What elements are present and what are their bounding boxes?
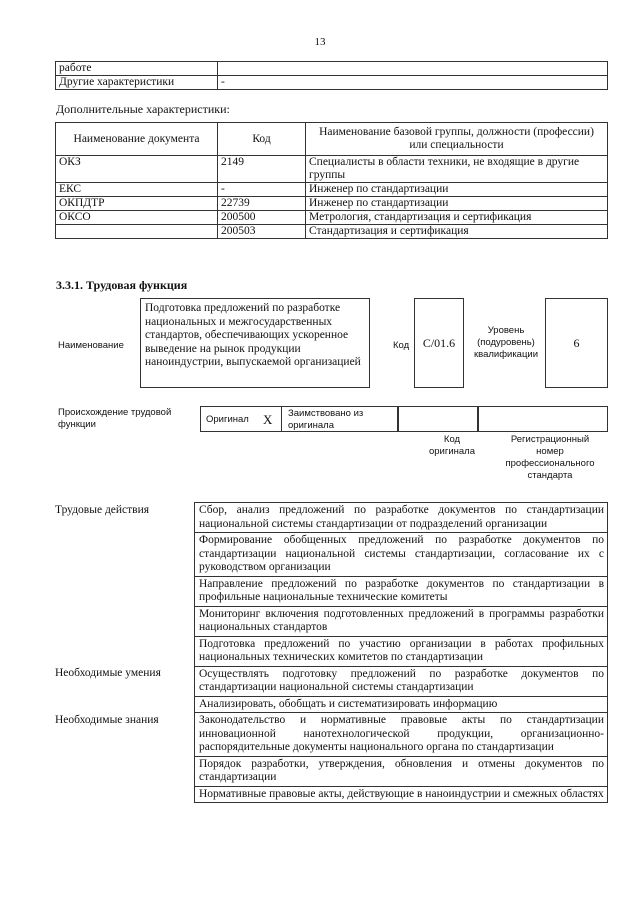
table-row — [56, 211, 608, 225]
qualification-level-box: 6 — [545, 298, 608, 388]
table-row — [55, 503, 608, 533]
cell-doc: ОКПДТР — [56, 197, 218, 211]
actions-label: Трудовые действия — [55, 503, 195, 667]
action-item: Сбор, анализ предложений по разработке документов по стандартизации национальной системы стандартизации от подразделений организации — [195, 503, 608, 533]
table-row — [56, 76, 608, 90]
action-item: Мониторинг включения подготовленных предложений в программы разработки национальных стандартов — [195, 606, 608, 636]
function-details-table — [55, 502, 608, 803]
cell-doc — [56, 225, 218, 239]
code-original-label: Код оригинала — [428, 434, 475, 457]
header-code: Код — [218, 123, 306, 156]
skills-label: Необходимые умения — [55, 666, 195, 713]
characteristics-table — [55, 61, 608, 90]
function-code-box: C/01.6 — [414, 298, 464, 388]
original-mark: X — [263, 412, 273, 427]
page-number: 13 — [314, 36, 326, 48]
skill-item: Осуществлять подготовку предложений по разработке документов по стандартизации национальной системы стандартизации — [195, 666, 608, 696]
name-label: Наименование — [58, 340, 124, 351]
cell-code: 22739 — [218, 197, 306, 211]
code-original-cell — [398, 406, 478, 432]
cell-name: Инженер по стандартизации — [306, 183, 608, 197]
origin-table — [200, 406, 608, 432]
additional-characteristics-table — [55, 122, 608, 239]
action-item: Направление предложений по разработке документов по стандартизации в профильные национальные технические комитеты — [195, 576, 608, 606]
action-item: Формирование обобщенных предложений по разработке документов по стандартизации национальной системы стандартизации, согласование их с руководством организации — [195, 533, 608, 577]
cell-code: - — [218, 183, 306, 197]
cell-code: 200503 — [218, 225, 306, 239]
row-label: работе — [56, 62, 218, 76]
original-label: Оригинал — [206, 414, 249, 425]
knowledge-item: Нормативные правовые акты, действующие в наноиндустрии и смежных областях — [195, 786, 608, 803]
borrowed-label: Заимствовано из оригинала — [288, 408, 364, 431]
additional-characteristics-label: Дополнительные характеристики: — [56, 102, 230, 116]
cell-name: Специалисты в области техники, не входящие в другие группы — [306, 156, 608, 183]
table-row — [55, 713, 608, 757]
code-label: Код — [393, 340, 410, 351]
table-row — [56, 197, 608, 211]
table-row — [56, 225, 608, 239]
function-name-box: Подготовка предложений по разработке национальных и межгосударственных стандартов, обеспечивающих ускоренное выведение на рынок продукции наноиндустрии, выпускаемой организацией — [140, 298, 370, 388]
table-header-row — [56, 123, 608, 156]
cell-doc: ОКЗ — [56, 156, 218, 183]
knowledge-item: Порядок разработки, утверждения, обновления и отмены документов по стандартизации — [195, 756, 608, 786]
table-row — [55, 666, 608, 696]
cell-doc: ЕКС — [56, 183, 218, 197]
table-row — [56, 62, 608, 76]
original-cell — [200, 406, 282, 432]
qualification-level-label: Уровень (подуровень) квалификации — [473, 325, 539, 360]
skill-item: Анализировать, обобщать и систематизировать информацию — [195, 696, 608, 713]
knowledge-label: Необходимые знания — [55, 713, 195, 803]
table-row — [56, 183, 608, 197]
section-title: 3.3.1. Трудовая функция — [56, 278, 188, 292]
cell-code: 2149 — [218, 156, 306, 183]
cell-name: Инженер по стандартизации — [306, 197, 608, 211]
cell-name: Метрология, стандартизация и сертификация — [306, 211, 608, 225]
origin-label: Происхождение трудовой функции — [58, 407, 172, 430]
row-value: - — [218, 76, 608, 90]
cell-doc: ОКСО — [56, 211, 218, 225]
reg-number-cell — [478, 406, 608, 432]
table-row — [56, 156, 608, 183]
cell-code: 200500 — [218, 211, 306, 225]
knowledge-item: Законодательство и нормативные правовые акты по стандартизации инновационной нанотехнологической продукции, организационно-распорядительные документы национального органа по стандартизации — [195, 713, 608, 757]
row-label: Другие характеристики — [56, 76, 218, 90]
borrowed-cell — [282, 406, 398, 432]
header-name: Наименование базовой группы, должности (профессии) или специальности — [306, 123, 608, 156]
header-doc: Наименование документа — [56, 123, 218, 156]
cell-name: Стандартизация и сертификация — [306, 225, 608, 239]
row-value — [218, 62, 608, 76]
action-item: Подготовка предложений по участию организации в работах профильных национальных технических комитетов по стандартизации — [195, 636, 608, 666]
reg-number-label: Регистрационный номер профессионального стандарта — [505, 434, 595, 481]
